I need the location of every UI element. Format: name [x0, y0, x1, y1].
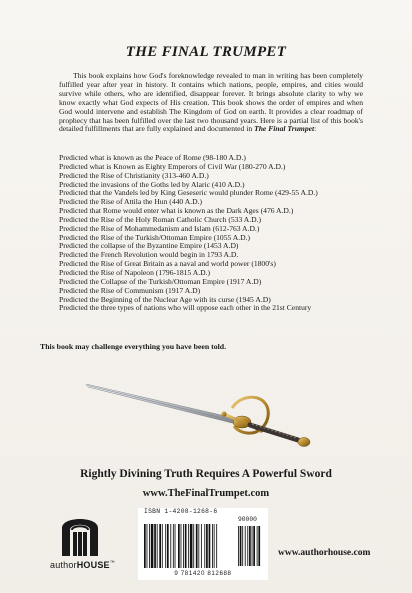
- list-item: Predicted the Rise of the Turkish/Ottoman Empire (1055 A.D.): [59, 232, 251, 242]
- sword-blade: [86, 384, 236, 424]
- intro-end: :: [314, 124, 317, 134]
- barcode-bar: [170, 524, 171, 568]
- isbn-barcode: [138, 508, 268, 580]
- barcode-addon-bar: [242, 526, 243, 566]
- publisher-website[interactable]: www.authorhouse.com: [278, 548, 371, 558]
- barcode-addon-bar: [257, 526, 258, 566]
- predictions-list: [59, 154, 379, 313]
- list-item: Predicted what is Known as Eighty Emperors of Civil War (180-270 A.D.): [59, 161, 286, 171]
- tagline: This book may challenge everything you have been told.: [40, 342, 227, 351]
- list-item: Predicted the Rise of Napoleon (1796-1815 A.D.): [59, 267, 210, 277]
- list-item: Predicted the Rise of Communism (1917 A.D): [59, 285, 201, 295]
- sword-illustration: [84, 378, 334, 448]
- barcode-bar: [216, 524, 217, 568]
- barcode-bar: [193, 524, 194, 568]
- sword-hilt: [221, 397, 310, 446]
- barcode-addon-bar: [245, 526, 246, 566]
- barcode-bars: [142, 516, 264, 570]
- barcode-bar: [196, 524, 198, 568]
- barcode-bar: [167, 524, 169, 568]
- list-item: Predicted what is known as the Peace of Rome (98-180 A.D.): [59, 153, 246, 162]
- list-item: Predicted that the Vandels led by King Geseseric would plunder Rome (429-55 A.D.): [59, 188, 318, 198]
- barcode-bar: [181, 524, 182, 568]
- barcode-bar: [190, 524, 193, 568]
- barcode-addon-bar: [253, 526, 255, 566]
- barcode-bar: [188, 524, 189, 568]
- barcode-bar: [212, 524, 213, 568]
- list-item: Predicted the collapse of the Byzantine Empire (1453 A.D): [59, 241, 239, 251]
- motto: Rightly Divining Truth Requires A Powerful Sword: [80, 468, 332, 480]
- barcode-bar: [154, 524, 156, 568]
- barcode-bar: [206, 524, 208, 568]
- barcode-addon-bar: [249, 526, 251, 566]
- list-item: Predicted the invasions of the Goths led by Alaric (410 A.D.): [59, 179, 245, 189]
- barcode-bar: [162, 524, 163, 568]
- barcode-addon-bar: [238, 526, 239, 566]
- list-item: Predicted the Rise of Great Britain as a naval and world power (1800's): [59, 259, 276, 269]
- barcode-bar: [165, 524, 166, 568]
- list-item: Predicted the Rise of Attila the Hun (440 A.D.): [59, 197, 202, 207]
- list-item: Predicted the Rise of Mohammedanism and Islam (612-763 A.D.): [59, 223, 260, 233]
- list-item: Predicted the Beginning of the Nuclear Age with its curse (1945 A.D): [59, 294, 271, 304]
- barcode-addon-bar: [252, 526, 253, 566]
- barcode-bar: [204, 524, 205, 568]
- intro-paragraph: [59, 72, 363, 134]
- intro-book-reference: The Final Trumpet: [254, 124, 315, 134]
- list-item: Predicted that Rome would enter what is known as the Dark Ages (476 A.D.): [59, 206, 294, 216]
- barcode-bar: [159, 524, 161, 568]
- barcode-digits: 9 781420 812688: [174, 570, 232, 577]
- barcode-bar: [214, 524, 215, 568]
- authorhouse-logo-icon: [56, 508, 104, 558]
- barcode-bar: [157, 524, 158, 568]
- barcode-bar: [173, 524, 174, 568]
- isbn-number: ISBN 1-4208-1268-6: [144, 508, 218, 515]
- barcode-bar: [149, 524, 150, 568]
- barcode-bar: [198, 524, 199, 568]
- barcode-bar: [178, 524, 180, 568]
- list-item: Predicted the Rise of Christianity (313-460 A.D.): [59, 170, 209, 180]
- book-title: THE FINAL TRUMPET: [125, 44, 287, 60]
- barcode-addon-bar: [258, 526, 260, 566]
- barcode-bar: [209, 524, 211, 568]
- barcode-bar: [175, 524, 176, 568]
- barcode-bar: [147, 524, 148, 568]
- barcode-addon-bar: [247, 526, 248, 566]
- barcode-bar: [151, 524, 154, 568]
- list-item: Predicted the Collapse of the Turkish/Ottoman Empire (1917 A.D): [59, 276, 262, 286]
- publisher-name: authorHOUSE™: [50, 560, 115, 570]
- list-item: Predicted the French Revolution would begin in 1793 A.D.: [59, 250, 239, 260]
- barcode-addon-bar: [240, 526, 242, 566]
- book-website[interactable]: www.TheFinalTrumpet.com: [142, 488, 270, 499]
- list-item: Predicted the Rise of the Holy Roman Catholic Church (533 A.D.): [59, 214, 262, 224]
- list-item: Predicted the three types of nations who will oppose each other in the 21st Century: [59, 303, 312, 313]
- barcode-bar: [185, 524, 187, 568]
- barcode-bar: [201, 524, 202, 568]
- barcode-bar: [183, 524, 184, 568]
- intro-text: This book explains how God's foreknowledge revealed to man in writing has been completely fulfilled year after year in history. It contains which nations, people, empires, and cities would survive while others, who are identified, disappear forever. It brings absolute clarity to why we know exactly what God expects of His creation. This book shows the order of empires and when God would intervene and establish The Kingdom of God on earth. It provides a clear roadmap of prophecy that has been fulfilled over the last two thousand years. Here is a partial list of this book's detailed fulfillments that are fully explained and documented in: [59, 71, 363, 134]
- price-code: 90000: [238, 516, 257, 523]
- barcode-bar: [144, 524, 146, 568]
